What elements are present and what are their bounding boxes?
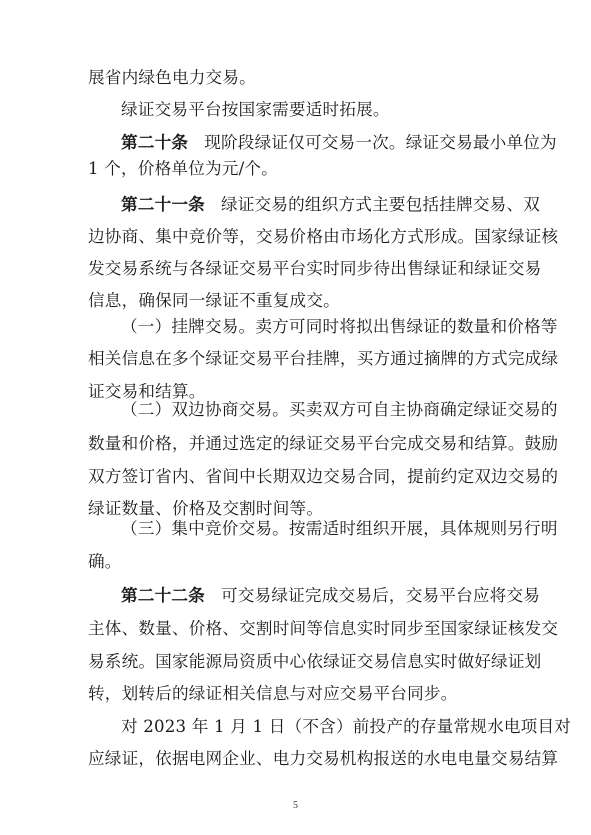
paragraph-line: （二）双边协商交易。买卖双方可自主协商确定绿证交易的 — [121, 400, 558, 419]
page-number: 5 — [293, 800, 298, 811]
paragraph-line: 确。 — [88, 552, 122, 571]
paragraph-line: 信息，确保同一绿证不重复成交。 — [88, 291, 340, 310]
paragraph-line: 应绿证，依据电网企业、电力交易机构报送的水电电量交易结算 — [88, 749, 559, 768]
article-22-line: 第二十二条 可交易绿证完成交易后，交易平台应将交易 — [121, 586, 541, 605]
paragraph-line: 绿证交易平台按国家需要适时拓展。 — [121, 100, 390, 119]
paragraph-line: 绿证数量、价格及交割时间等。 — [88, 499, 324, 518]
article-heading: 第二十条 — [121, 133, 189, 152]
article-heading: 第二十一条 — [121, 195, 205, 214]
article-21-line: 第二十一条 绿证交易的组织方式主要包括挂牌交易、双 — [121, 195, 541, 214]
paragraph-line: 易系统。国家能源局资质中心依绿证交易信息实时做好绿证划 — [88, 652, 542, 671]
article-heading: 第二十二条 — [121, 586, 205, 605]
paragraph-line: 展省内绿色电力交易。 — [88, 68, 256, 87]
paragraph-line: 证交易和结算。 — [88, 382, 206, 401]
paragraph-line: 相关信息在多个绿证交易平台挂牌，买方通过摘牌的方式完成绿 — [88, 349, 559, 368]
paragraph-line: 边协商、集中竞价等，交易价格由市场化方式形成。国家绿证核 — [88, 227, 559, 246]
paragraph-line: （一）挂牌交易。卖方可同时将拟出售绿证的数量和价格等 — [121, 317, 558, 336]
article-20-line: 第二十条 现阶段绿证仅可交易一次。绿证交易最小单位为 — [121, 133, 557, 152]
paragraph-line: 双方签订省内、省间中长期双边交易合同，提前约定双边交易的 — [88, 467, 559, 486]
paragraph-line: 主体、数量、价格、交割时间等信息实时同步至国家绿证核发交 — [88, 619, 559, 638]
paragraph-line: 转，划转后的绿证相关信息与对应交易平台同步。 — [88, 684, 458, 703]
paragraph-line: （三）集中竞价交易。按需适时组织开展，具体规则另行明 — [121, 519, 558, 538]
paragraph-line: 1 个，价格单位为元/个。 — [88, 159, 278, 178]
paragraph-line: 发交易系统与各绿证交易平台实时同步待出售绿证和绿证交易 — [88, 259, 542, 278]
paragraph-line: 数量和价格，并通过选定的绿证交易平台完成交易和结算。鼓励 — [88, 434, 559, 453]
paragraph-line: 对 2023 年 1 月 1 日（不含）前投产的存量常规水电项目对 — [121, 717, 572, 736]
